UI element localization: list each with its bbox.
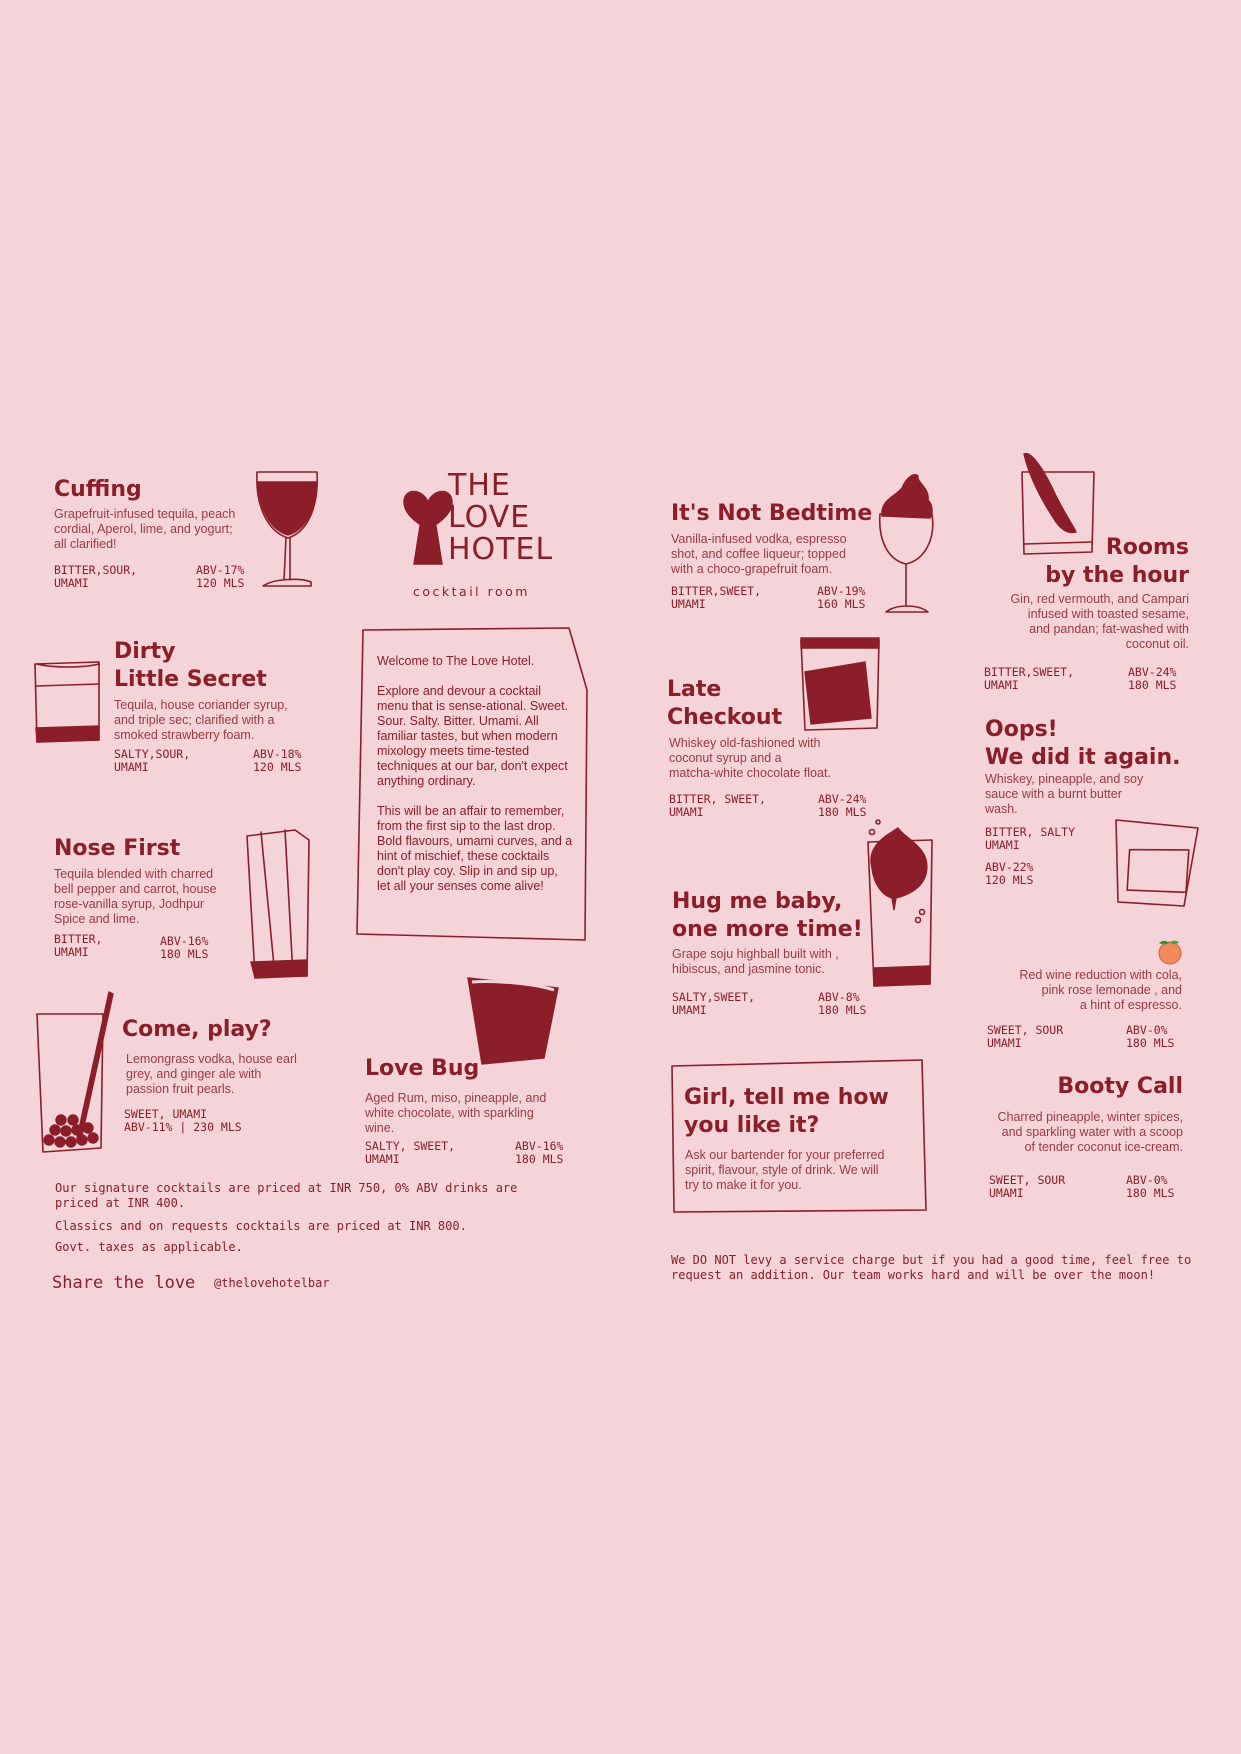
logo-wordmark: THE LOVE HOTEL bbox=[448, 468, 554, 567]
drink-title-lovebug: Love Bug bbox=[365, 1056, 480, 1081]
drink-abv-booty: ABV-0% 180 MLS bbox=[1126, 1173, 1175, 1200]
drink-tags-rooms: BITTER,SWEET, UMAMI bbox=[984, 665, 1075, 692]
drink-title-late: Late Checkout bbox=[667, 677, 783, 730]
drink-tags-dirty: SALTY,SOUR, UMAMI bbox=[114, 747, 191, 774]
drink-tags-cuffing: BITTER,SOUR, UMAMI bbox=[54, 563, 138, 590]
drink-desc-lovebug: Aged Rum, miso, pineapple, and white chocolate, with sparkling wine. bbox=[365, 1091, 547, 1135]
foam-glass-icon bbox=[878, 470, 938, 616]
drink-desc-booty: Charred pineapple, winter spices, and sparkling water with a scoop of tender coconut ice-cream. bbox=[997, 1110, 1183, 1154]
drink-title-rooms: Rooms by the hour bbox=[1045, 535, 1189, 588]
drink-abv-oops: ABV-22% 120 MLS bbox=[985, 860, 1034, 887]
drink-desc-bedtime: Vanilla-infused vodka, espresso shot, and coffee liqueur; topped with a choco-grapefruit foam. bbox=[671, 532, 847, 576]
drink-title-dirty: Dirty Little Secret bbox=[114, 639, 267, 692]
drink-desc-late: Whiskey old-fashioned with coconut syrup and a matcha-white chocolate float. bbox=[669, 736, 831, 780]
drink-title-bedtime: It's Not Bedtime bbox=[671, 501, 873, 526]
drink-title-nose: Nose First bbox=[54, 836, 181, 861]
tumbler-icon bbox=[466, 974, 562, 1069]
taxes-note: Govt. taxes as applicable. bbox=[55, 1240, 243, 1254]
pricing-note: Our signature cocktails are priced at INR 750, 0% ABV drinks are priced at INR 400. bbox=[55, 1181, 518, 1210]
welcome-p1: Welcome to The Love Hotel. bbox=[377, 654, 535, 668]
logo-subtitle: cocktail room bbox=[413, 584, 530, 599]
drink-desc-dirty: Tequila, house coriander syrup, and triple sec; clarified with a smoked strawberry foam. bbox=[114, 698, 288, 742]
drink-desc-hug: Grape soju highball built with , hibiscus, and jasmine tonic. bbox=[672, 947, 839, 976]
drink-tags-booty: SWEET, SOUR UMAMI bbox=[989, 1173, 1066, 1200]
drink-title-girl: Girl, tell me how you like it? bbox=[684, 1085, 889, 1138]
drink-abv-hug: ABV-8% 180 MLS bbox=[818, 990, 867, 1017]
drink-title-booty: Booty Call bbox=[1057, 1074, 1183, 1099]
drink-abv-lovebug: ABV-16% 180 MLS bbox=[515, 1139, 564, 1166]
drink-tags-lovebug: SALTY, SWEET, UMAMI bbox=[365, 1139, 456, 1166]
welcome-p2: Explore and devour a cocktail menu that is sense-ational. Sweet. Sour. Salty. Bitter. Umami. All familiar tastes, but when modern mixology meets time-tested techniques at our bar, don't expect anything ordinary. bbox=[377, 684, 569, 788]
drink-abv-rooms: ABV-24% 180 MLS bbox=[1128, 665, 1177, 692]
drink-title-hug: Hug me baby, one more time! bbox=[672, 889, 863, 942]
drink-tags-late: BITTER, SWEET, UMAMI bbox=[669, 792, 766, 819]
classics-note: Classics and on requests cocktails are priced at INR 800. bbox=[55, 1219, 467, 1233]
drink-desc-peach: Red wine reduction with cola, pink rose lemonade , and a hint of espresso. bbox=[1019, 968, 1182, 1012]
rocks-glass-icon bbox=[33, 658, 103, 744]
drink-abv-peach: ABV-0% 180 MLS bbox=[1126, 1023, 1175, 1050]
wine-glass-icon bbox=[255, 468, 330, 596]
drink-tags-nose: BITTER, UMAMI bbox=[54, 932, 103, 959]
highball-glass-icon bbox=[862, 818, 934, 990]
drink-tags-peach: SWEET, SOUR UMAMI bbox=[987, 1023, 1064, 1050]
collins-glass-icon bbox=[245, 826, 315, 981]
drink-tags-bedtime: BITTER,SWEET, UMAMI bbox=[671, 584, 762, 611]
drink-desc-rooms: Gin, red vermouth, and Campari infused with toasted sesame, and pandan; fat-washed with coconut oil. bbox=[1010, 592, 1189, 651]
drink-desc-oops: Whiskey, pineapple, and soy sauce with a burnt butter wash. bbox=[985, 772, 1144, 816]
drink-abv-late: ABV-24% 180 MLS bbox=[818, 792, 867, 819]
peach-icon bbox=[1155, 937, 1185, 965]
drink-title-oops: Oops! We did it again. bbox=[985, 717, 1181, 770]
drink-abv-bedtime: ABV-19% 160 MLS bbox=[817, 584, 866, 611]
welcome-card bbox=[377, 654, 573, 894]
drink-tags-oops: BITTER, SALTY UMAMI bbox=[985, 825, 1076, 852]
service-charge-note: We DO NOT levy a service charge but if you had a good time, feel free to request an addition. Our team works hard and will be over the moon! bbox=[671, 1253, 1192, 1282]
boba-glass-icon bbox=[35, 990, 115, 1160]
welcome-p3: This will be an affair to remember, from the first sip to the last drop. Bold flavours, umami curves, and a hint of mischief, these cocktails don't play coy. Slip in and sip up, let all your senses come alive! bbox=[377, 804, 573, 893]
drink-abv-nose: ABV-16% 180 MLS bbox=[160, 934, 209, 961]
drink-title-come: Come, play? bbox=[122, 1017, 272, 1042]
drink-desc-girl: Ask our bartender for your preferred spirit, flavour, style of drink. We will try to make it for you. bbox=[685, 1148, 885, 1192]
drink-desc-nose: Tequila blended with charred bell pepper and carrot, house rose-vanilla syrup, Jodhpur Spice and lime. bbox=[54, 867, 217, 926]
drink-desc-come: Lemongrass vodka, house earl grey, and ginger ale with passion fruit pearls. bbox=[126, 1052, 297, 1096]
old-fashioned-glass-icon bbox=[799, 636, 883, 732]
drink-desc-cuffing: Grapefruit-infused tequila, peach cordial, Aperol, lime, and yogurt; all clarified! bbox=[54, 507, 236, 551]
keyhole-heart-icon bbox=[402, 478, 454, 570]
share-the-love: Share the love bbox=[52, 1273, 196, 1293]
drink-tags-come: SWEET, UMAMI ABV-11% | 230 MLS bbox=[124, 1107, 242, 1134]
drink-abv-cuffing: ABV-17% 120 MLS bbox=[196, 563, 245, 590]
drink-abv-dirty: ABV-18% 120 MLS bbox=[253, 747, 302, 774]
drink-title-cuffing: Cuffing bbox=[54, 477, 142, 502]
whiskey-glass-icon bbox=[1112, 816, 1202, 910]
instagram-handle[interactable]: @thelovehotelbar bbox=[214, 1276, 330, 1290]
drink-tags-hug: SALTY,SWEET, UMAMI bbox=[672, 990, 756, 1017]
